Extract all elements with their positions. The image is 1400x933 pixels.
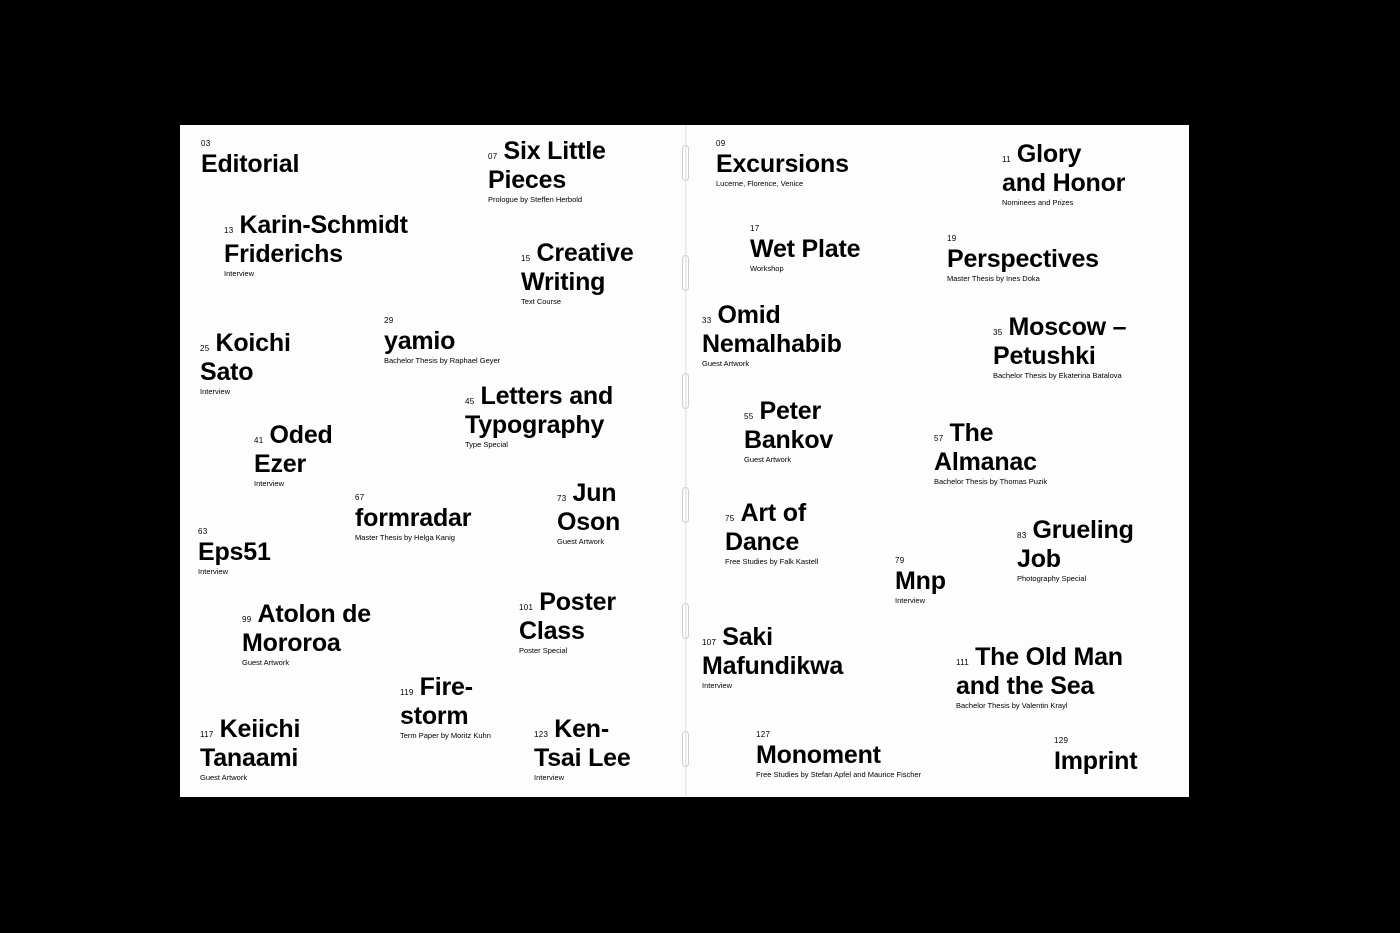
- page-number: 123: [534, 730, 549, 739]
- page-number: 119: [400, 688, 414, 697]
- entry-title: Editorial: [201, 150, 300, 178]
- entry-title: Perspectives: [947, 245, 1099, 273]
- toc-entry: [201, 140, 299, 179]
- entry-title: Excursions: [716, 150, 849, 178]
- entry-title: Creative Writing: [521, 239, 634, 296]
- entry-subtitle: Photography Special: [1017, 574, 1087, 583]
- entry-title: Peter Bankov: [744, 397, 834, 454]
- page-number: 03: [201, 139, 211, 148]
- entry-title: yamio: [384, 327, 456, 355]
- entry-subtitle: Free Studies by Falk Kastell: [725, 557, 819, 566]
- entry-subtitle: Interview: [198, 567, 229, 576]
- entry-subtitle: Guest Artwork: [744, 455, 792, 464]
- entry-title: Imprint: [1054, 747, 1138, 775]
- toc-entry: [702, 301, 842, 368]
- entry-title: Ken- Tsai Lee: [534, 715, 631, 772]
- toc-entry: [224, 211, 408, 278]
- toc-entry: [198, 528, 271, 576]
- entry-subtitle: Free Studies by Stefan Apfel and Maurice Fischer: [756, 770, 922, 779]
- toc-entry: [934, 419, 1047, 486]
- entry-title: Monoment: [756, 741, 881, 769]
- toc-entry: [756, 731, 921, 779]
- toc-entry: [993, 313, 1126, 380]
- entry-title: Karin-Schmidt Friderichs: [224, 211, 408, 268]
- entry-subtitle: Master Thesis by Helga Kanig: [355, 533, 455, 542]
- page-number: 57: [934, 434, 944, 443]
- page-number: 111: [956, 658, 970, 667]
- toc-entry: [956, 643, 1123, 710]
- page-number: 29: [384, 316, 394, 325]
- toc-entry: [895, 557, 946, 605]
- entry-title: Atolon de Mororoa: [242, 600, 371, 657]
- page-number: 33: [702, 316, 712, 325]
- toc-entry: [254, 421, 333, 488]
- magazine-spread: [180, 125, 1189, 797]
- toc-entry: [400, 673, 491, 740]
- entry-title: The Almanac: [934, 419, 1037, 476]
- entry-title: Omid Nemalhabib: [702, 301, 842, 358]
- entry-subtitle: Interview: [254, 479, 285, 488]
- binding-stitch: [682, 255, 689, 291]
- page-number: 107: [702, 638, 717, 647]
- entry-title: Koichi Sato: [200, 329, 291, 386]
- entry-subtitle: Interview: [200, 387, 231, 396]
- entry-subtitle: Interview: [534, 773, 565, 782]
- page-number: 67: [355, 493, 365, 502]
- entry-title: Saki Mafundikwa: [702, 623, 844, 680]
- page-number: 35: [993, 328, 1003, 337]
- page-number: 25: [200, 344, 210, 353]
- spine-fold: [685, 125, 687, 797]
- entry-subtitle: Bachelor Thesis by Valentin Krayl: [956, 701, 1068, 710]
- page-number: 41: [254, 436, 264, 445]
- entry-subtitle: Bachelor Thesis by Ekaterina Batalova: [993, 371, 1122, 380]
- entry-title: Fire- storm: [400, 673, 473, 730]
- entry-subtitle: Interview: [702, 681, 733, 690]
- page-number: 129: [1054, 736, 1069, 745]
- toc-entry: [716, 140, 849, 188]
- toc-entry: [384, 317, 500, 365]
- entry-subtitle: Guest Artwork: [242, 658, 290, 667]
- toc-entry: [200, 329, 291, 396]
- page-number: 83: [1017, 531, 1027, 540]
- entry-title: Letters and Typography: [465, 382, 614, 439]
- page-number: 45: [465, 397, 475, 406]
- entry-title: Oded Ezer: [254, 421, 333, 478]
- toc-entry: [947, 235, 1099, 283]
- entry-title: Six Little Pieces: [488, 137, 606, 194]
- toc-entry: [725, 499, 818, 566]
- entry-subtitle: Workshop: [750, 264, 784, 273]
- toc-entry: [519, 588, 616, 655]
- entry-subtitle: Interview: [224, 269, 255, 278]
- entry-subtitle: Bachelor Thesis by Thomas Puzik: [934, 477, 1048, 486]
- binding-stitch: [682, 145, 689, 181]
- entry-subtitle: Term Paper by Moritz Kuhn: [400, 731, 491, 740]
- toc-entry: [355, 494, 471, 542]
- toc-entry: [750, 225, 860, 273]
- toc-entry: [534, 715, 631, 782]
- page-number: 63: [198, 527, 208, 536]
- page-number: 99: [242, 615, 252, 624]
- entry-title: Art of Dance: [725, 499, 806, 556]
- entry-subtitle: Type Special: [465, 440, 508, 449]
- entry-subtitle: Interview: [895, 596, 926, 605]
- entry-title: Jun Oson: [557, 479, 621, 536]
- toc-entry: [521, 239, 634, 306]
- entry-subtitle: Guest Artwork: [200, 773, 248, 782]
- entry-subtitle: Poster Special: [519, 646, 568, 655]
- page-number: 101: [519, 603, 534, 612]
- entry-title: Moscow – Petushki: [993, 313, 1127, 370]
- binding-stitch: [682, 603, 689, 639]
- page-number: 19: [947, 234, 957, 243]
- entry-title: Mnp: [895, 567, 946, 595]
- entry-title: Eps51: [198, 538, 271, 566]
- toc-entry: [702, 623, 843, 690]
- toc-entry: [465, 382, 613, 449]
- toc-entry: [488, 137, 606, 204]
- entry-title: Glory and Honor: [1002, 140, 1126, 197]
- entry-subtitle: Bachelor Thesis by Raphael Geyer: [384, 356, 501, 365]
- page-number: 75: [725, 514, 735, 523]
- entry-title: Wet Plate: [750, 235, 861, 263]
- binding-stitch: [682, 373, 689, 409]
- page-number: 11: [1002, 155, 1011, 164]
- entry-subtitle: Text Course: [521, 297, 562, 306]
- entry-title: formradar: [355, 504, 472, 532]
- page-number: 07: [488, 152, 498, 161]
- page-number: 15: [521, 254, 531, 263]
- page-number: 117: [200, 730, 214, 739]
- entry-subtitle: Guest Artwork: [702, 359, 750, 368]
- entry-title: The Old Man and the Sea: [956, 643, 1123, 700]
- entry-subtitle: Guest Artwork: [557, 537, 605, 546]
- binding-stitch: [682, 731, 689, 767]
- entry-title: Poster Class: [519, 588, 616, 645]
- page-number: 55: [744, 412, 754, 421]
- entry-subtitle: Master Thesis by Ines Doka: [947, 274, 1040, 283]
- toc-entry: [557, 479, 620, 546]
- toc-entry: [242, 600, 371, 667]
- page-number: 17: [750, 224, 760, 233]
- toc-entry: [1054, 737, 1137, 776]
- page-number: 13: [224, 226, 234, 235]
- entry-title: Grueling Job: [1017, 516, 1134, 573]
- toc-entry: [744, 397, 833, 464]
- entry-subtitle: Nominees and Prizes: [1002, 198, 1074, 207]
- toc-entry: [1002, 140, 1125, 207]
- page-number: 73: [557, 494, 567, 503]
- binding-stitch: [682, 487, 689, 523]
- page-number: 09: [716, 139, 726, 148]
- toc-entry: [1017, 516, 1134, 583]
- entry-subtitle: Prologue by Steffen Herbold: [488, 195, 583, 204]
- toc-entry: [200, 715, 300, 782]
- entry-title: Keiichi Tanaami: [200, 715, 301, 772]
- entry-subtitle: Lucerne, Florence, Venice: [716, 179, 804, 188]
- page-number: 79: [895, 556, 905, 565]
- page-number: 127: [756, 730, 771, 739]
